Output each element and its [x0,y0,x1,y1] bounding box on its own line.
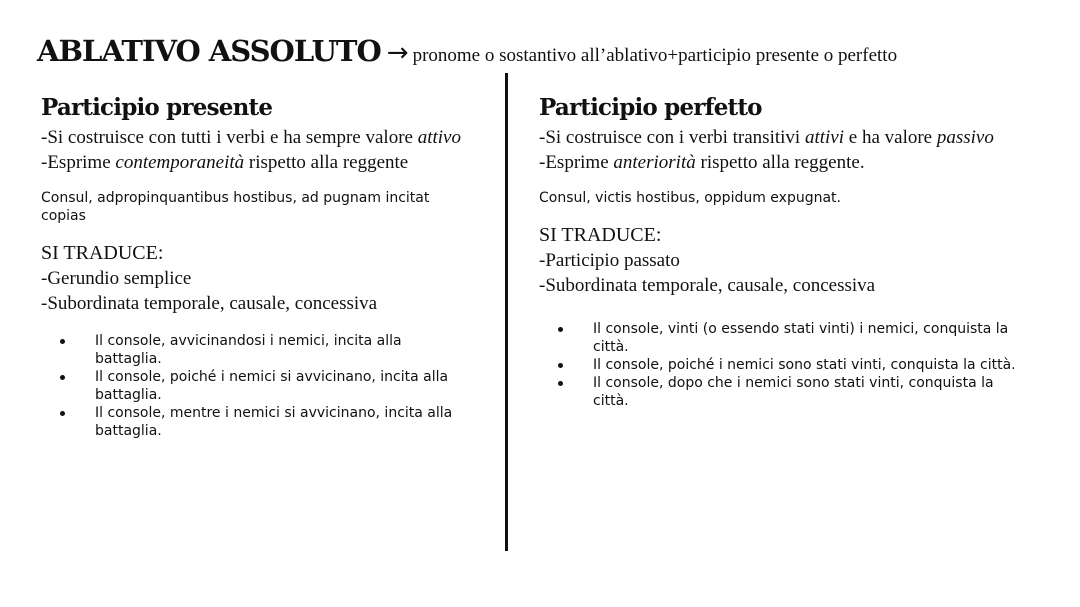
bullet-icon [60,339,65,344]
left-translate-item: -Gerundio semplice [41,268,192,289]
left-rule-2 [41,150,491,175]
list-item-text: Il console, avvicinandosi i nemici, incita alla battaglia. [95,333,402,367]
list-item-text: Il console, poiché i nemici sono stati vinti, conquista la città. [593,357,1016,373]
left-column [41,93,491,440]
list-item-text: Il console, poiché i nemici si avvicinano, incita alla battaglia. [95,369,449,403]
title-main: ABLATIVO ASSOLUTO [37,34,381,68]
right-rule-2-text: -Esprime [539,152,614,173]
left-translate-label: SI TRADUCE: [41,242,164,264]
right-column [539,93,1039,410]
list-item [539,374,1019,410]
left-rule-1-text: -Si costruisce con tutti i verbi e ha sempre valore [41,127,418,148]
title-subtitle: pronome o sostantivo all’ablativo+participio presente o perfetto [412,45,898,66]
left-bullet-list [41,332,461,440]
left-example: Consul, adpropinquantibus hostibus, ad pugnam incitat copias [41,190,430,224]
bullet-icon [60,411,65,416]
right-rule-1 [539,125,1039,150]
column-divider [505,73,508,551]
list-item-text: Il console, dopo che i nemici sono stati vinti, conquista la città. [593,375,994,409]
right-rule-1-emphasis: attivi [804,127,845,148]
list-item [539,320,1019,356]
right-arrow-icon: → [386,38,409,68]
right-translate-item: -Participio passato [539,250,680,271]
bullet-icon [60,375,65,380]
left-rule-2-emphasis: contemporaneità [115,152,245,173]
right-bullet-list [539,320,1019,410]
right-example: Consul, victis hostibus, oppidum expugnat. [539,190,841,206]
bullet-icon [558,381,563,386]
left-heading: Participio presente [41,94,273,121]
right-translate-label: SI TRADUCE: [539,224,662,246]
page-title [37,34,1057,68]
right-rule-2-emphasis: anteriorità [613,152,696,173]
list-item-text: Il console, mentre i nemici si avvicinano, incita alla battaglia. [95,405,453,439]
left-rule-1 [41,125,491,150]
right-rule-1-emphasis-2: passivo [936,127,994,148]
list-item [41,368,461,404]
left-rule-1-emphasis: attivo [417,127,461,148]
right-rule-2-tail: rispetto alla reggente. [695,152,865,173]
right-rule-2 [539,150,1039,175]
bullet-icon [558,363,563,368]
right-rule-1-text: -Si costruisce con i verbi transitivi [539,127,805,148]
right-heading: Participio perfetto [539,94,762,121]
left-rule-2-text: -Esprime [41,152,116,173]
right-translate-item: -Subordinata temporale, causale, concessiva [539,275,876,296]
list-item-text: Il console, vinti (o essendo stati vinti) i nemici, conquista la città. [593,321,1009,355]
list-item [41,332,461,368]
list-item [539,356,1019,374]
bullet-icon [558,327,563,332]
list-item [41,404,461,440]
left-rule-2-tail: rispetto alla reggente [244,152,409,173]
right-rule-1-mid: e ha valore [844,127,937,148]
left-translate-item: -Subordinata temporale, causale, concessiva [41,293,378,314]
